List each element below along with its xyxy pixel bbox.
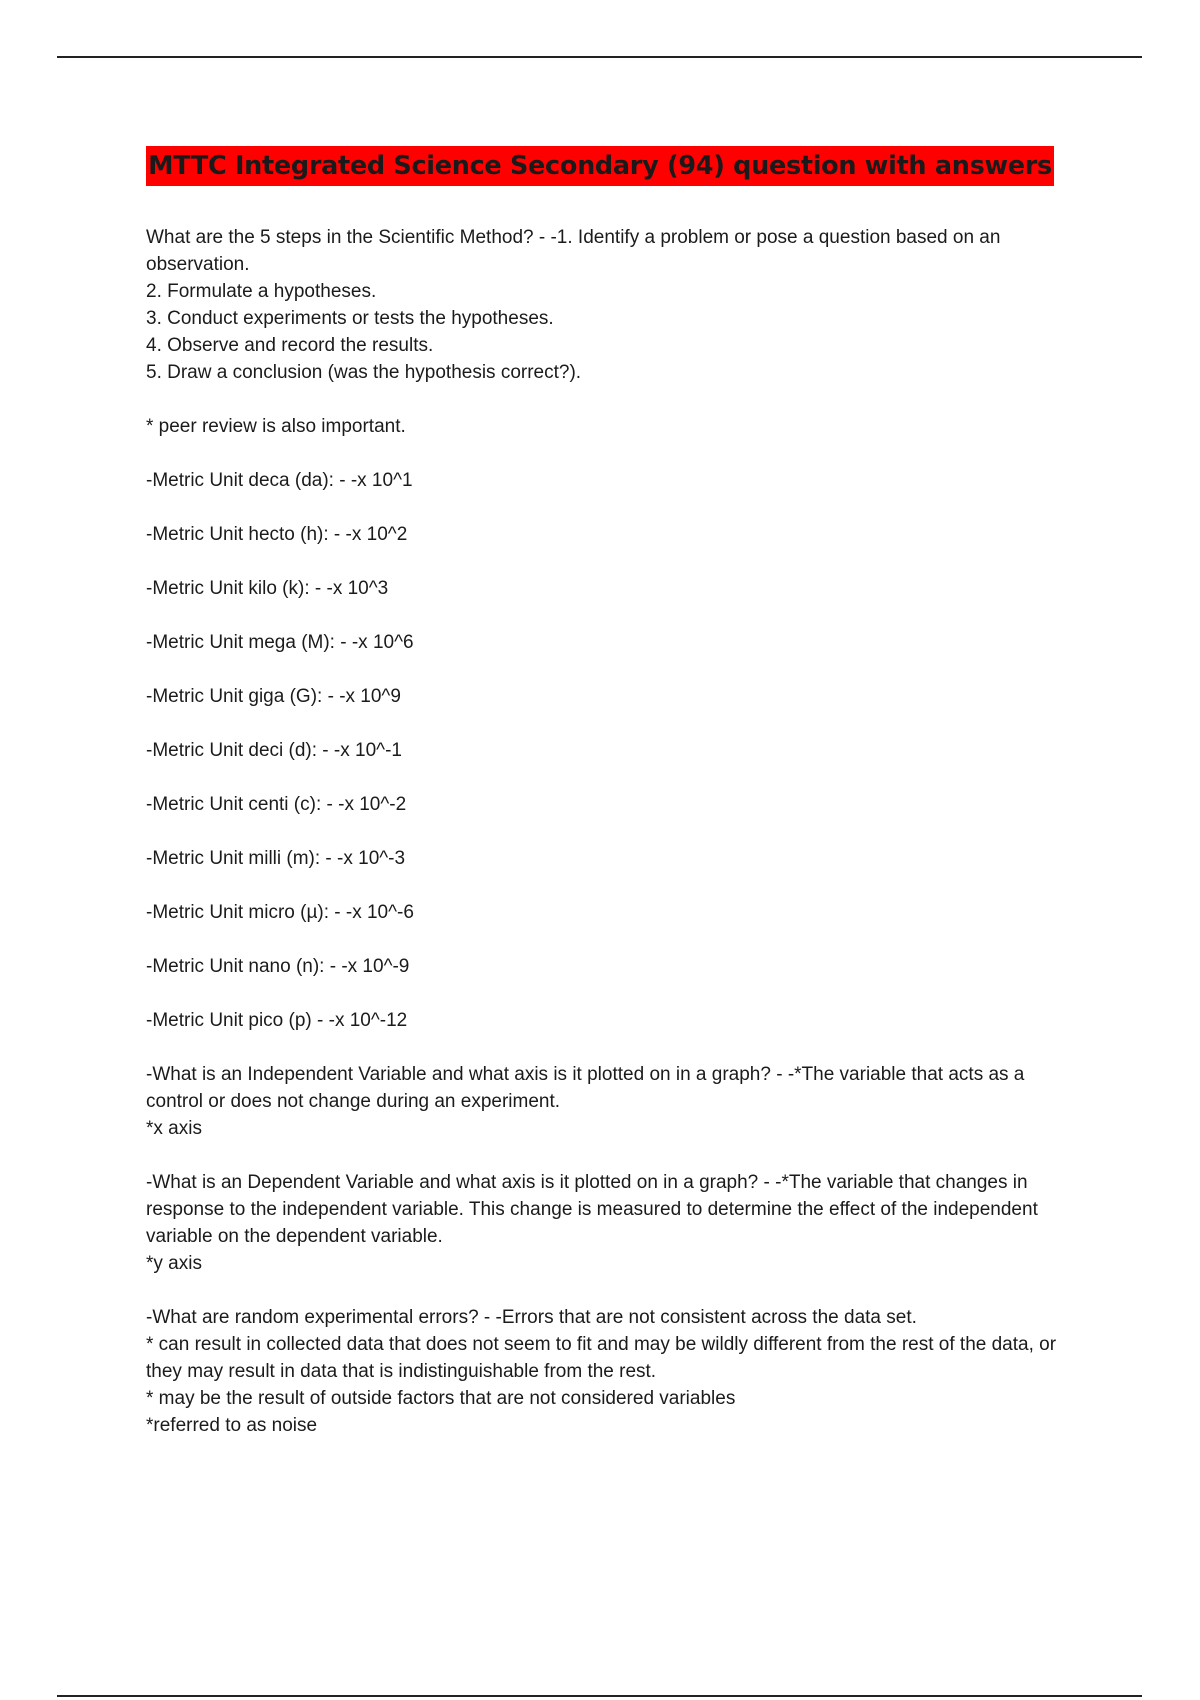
text-line: 2. Formulate a hypotheses. [146,281,377,302]
bottom-rule [57,1695,1142,1697]
text-line: 4. Observe and record the results. [146,335,434,356]
text-line: *y axis [146,1253,202,1274]
qa-block [146,845,1076,872]
text-line: -Metric Unit nano (n): - -x 10^-9 [146,956,410,977]
qa-block [146,413,1076,440]
text-line: * may be the result of outside factors that are not considered variables [146,1388,736,1409]
top-rule [57,56,1142,58]
text-line: -Metric Unit pico (p) - -x 10^-12 [146,1010,408,1031]
text-line: *x axis [146,1118,202,1139]
document-title: MTTC Integrated Science Secondary (94) question with answers [146,146,1054,186]
qa-block [146,1304,1076,1439]
text-line: -Metric Unit deci (d): - -x 10^-1 [146,740,402,761]
text-line: 5. Draw a conclusion (was the hypothesis correct?). [146,362,582,383]
document-body [146,224,1076,1466]
text-line: -Metric Unit mega (M): - -x 10^6 [146,632,414,653]
qa-block [146,629,1076,656]
text-line: -Metric Unit giga (G): - -x 10^9 [146,686,401,707]
qa-block [146,467,1076,494]
qa-block [146,224,1076,386]
qa-block [146,1007,1076,1034]
text-line: -What is an Dependent Variable and what axis is it plotted on in a graph? - -*The variable that changes in response to the independent variable. This change is measured to determine the effect of the independent variable on the dependent variable. [146,1172,1038,1247]
qa-block [146,791,1076,818]
text-line: -Metric Unit deca (da): - -x 10^1 [146,470,413,491]
text-line: * peer review is also important. [146,416,406,437]
qa-block [146,1061,1076,1142]
text-line: What are the 5 steps in the Scientific Method? - -1. Identify a problem or pose a question based on an observation. [146,227,1001,275]
qa-block [146,1169,1076,1277]
text-line: -Metric Unit micro (µ): - -x 10^-6 [146,902,414,923]
qa-block [146,575,1076,602]
qa-block [146,683,1076,710]
text-line: 3. Conduct experiments or tests the hypotheses. [146,308,554,329]
text-line: -Metric Unit kilo (k): - -x 10^3 [146,578,389,599]
text-line: -Metric Unit milli (m): - -x 10^-3 [146,848,406,869]
text-line: -Metric Unit hecto (h): - -x 10^2 [146,524,408,545]
qa-block [146,899,1076,926]
qa-block [146,521,1076,548]
text-line: -Metric Unit centi (c): - -x 10^-2 [146,794,407,815]
qa-block [146,953,1076,980]
title-container [0,146,1200,186]
text-line: * can result in collected data that does not seem to fit and may be wildly different from the rest of the data, or they may result in data that is indistinguishable from the rest. [146,1334,1057,1382]
text-line: -What are random experimental errors? - -Errors that are not consistent across the data set. [146,1307,917,1328]
qa-block [146,737,1076,764]
text-line: -What is an Independent Variable and what axis is it plotted on in a graph? - -*The variable that acts as a control or does not change during an experiment. [146,1064,1025,1112]
text-line: *referred to as noise [146,1415,318,1436]
